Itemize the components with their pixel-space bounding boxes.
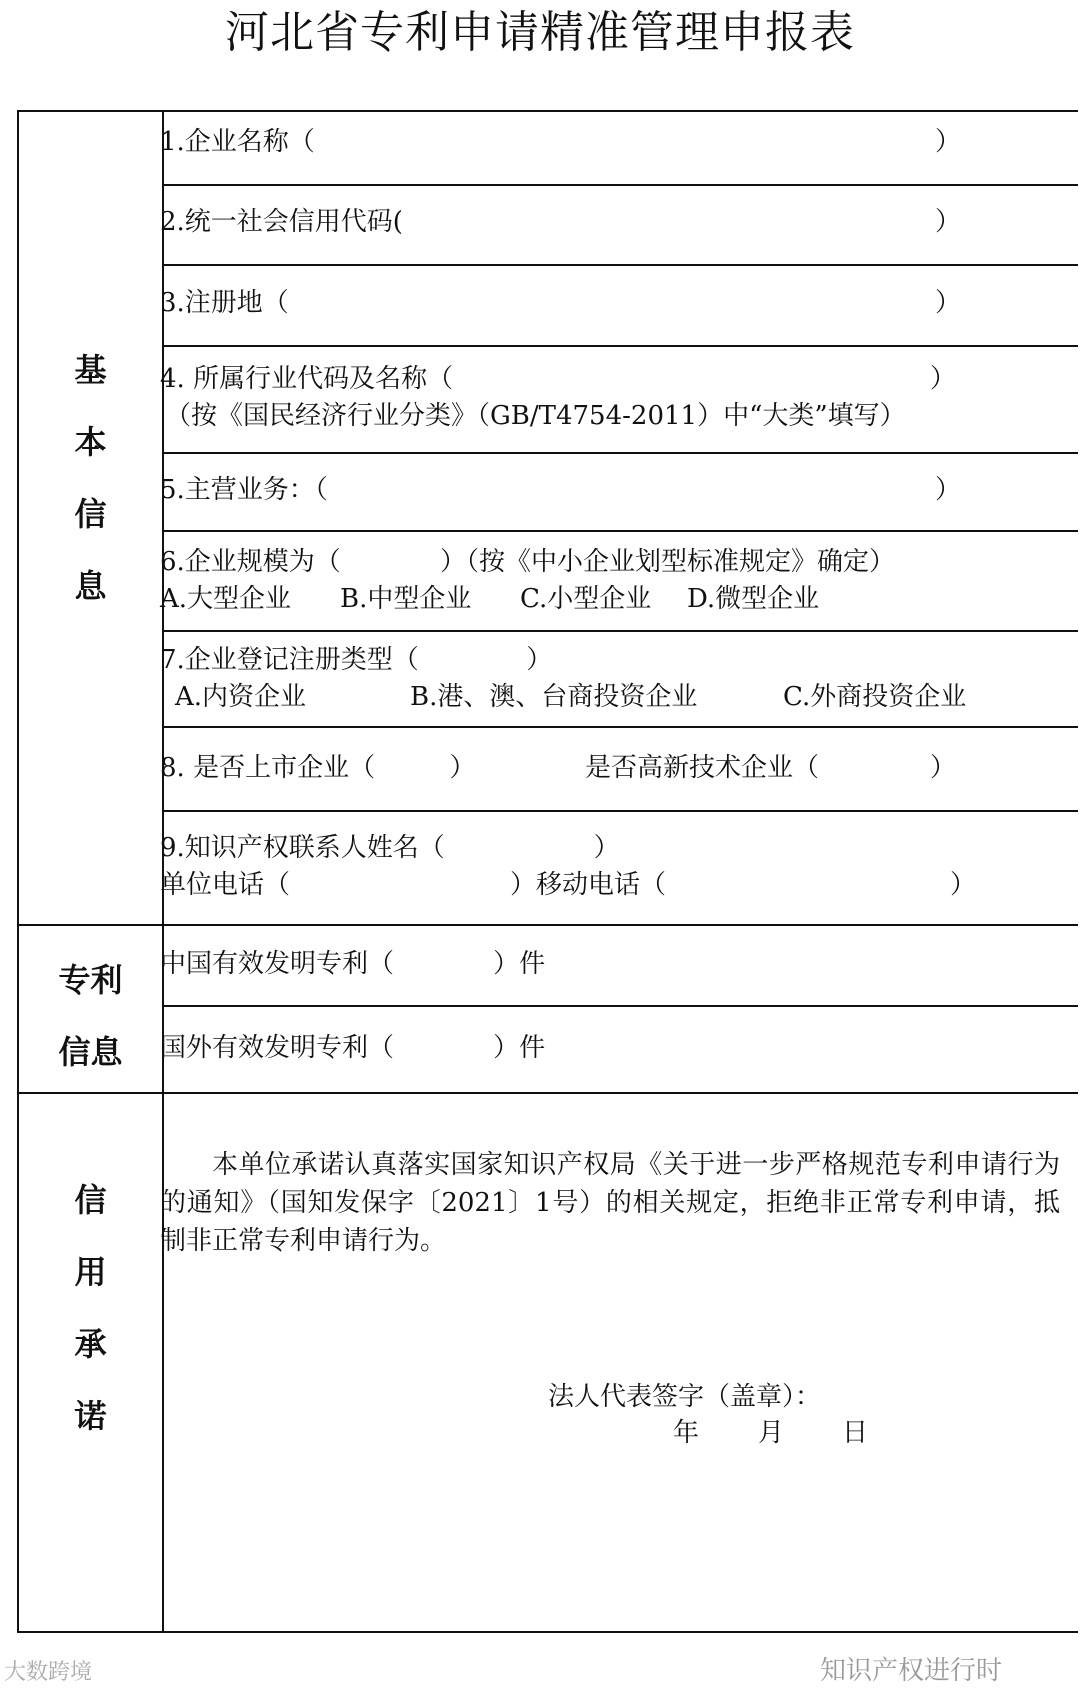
field-company-name: 1.企业名称（ <box>160 127 315 157</box>
field-mobile-phone-end: ） <box>950 870 977 900</box>
row-divider <box>162 1005 1078 1007</box>
watermark-left: 大数跨境 <box>4 1660 93 1685</box>
field-registered-address-end: ） <box>935 288 962 318</box>
section-label-patent: 专利 信息 <box>58 961 123 1071</box>
field-registered-address: 3.注册地（ <box>160 288 289 318</box>
section-label-basic: 基 本 信 息 <box>74 351 107 605</box>
watermark-right: 知识产权进行时 <box>820 1656 1003 1686</box>
row-divider <box>162 630 1078 632</box>
reg-option-c: C.外商投资企业 <box>783 682 967 712</box>
row-divider <box>162 345 1078 347</box>
field-company-name-end: ） <box>935 127 962 157</box>
reg-option-a: A.内资企业 <box>175 682 307 712</box>
scale-option-d: D.微型企业 <box>687 584 820 614</box>
section-divider <box>19 1092 1078 1094</box>
page-title: 河北省专利申请精准管理申报表 <box>225 7 855 58</box>
field-high-tech-end: ） <box>930 753 957 783</box>
date-year: 年 <box>673 1418 700 1448</box>
pledge-text: 本单位承诺认真落实国家知识产权局《关于进一步严格规范专利申请行为的通知》（国知发保字〔2021〕1号）的相关规定，拒绝非正常专利申请，抵制非正常专利申请行为。 <box>160 1150 1060 1256</box>
field-credit-code-end: ） <box>935 207 962 237</box>
field-high-tech: 是否高新技术企业（ <box>585 753 820 783</box>
scale-option-c: C.小型企业 <box>520 584 652 614</box>
field-main-business-end: ） <box>935 475 962 505</box>
field-industry-code: 4. 所属行业代码及名称（ <box>160 364 454 394</box>
field-foreign-invention-patents: 国外有效发明专利（ ）件 <box>160 1033 546 1063</box>
field-credit-code: 2.统一社会信用代码( <box>160 207 403 237</box>
field-office-phone: 单位电话（ <box>160 870 291 900</box>
section-divider <box>19 924 1078 926</box>
row-divider <box>162 530 1078 532</box>
field-industry-note: （按《国民经济行业分类》（GB/T4754-2011）中“大类”填写） <box>165 401 906 431</box>
signature-label: 法人代表签字（盖章）： <box>548 1382 822 1412</box>
field-main-business: 5.主营业务：（ <box>160 475 328 505</box>
field-cn-invention-patents: 中国有效发明专利（ ）件 <box>160 949 546 979</box>
scale-option-a: A.大型企业 <box>160 584 292 614</box>
row-divider <box>162 452 1078 454</box>
field-mobile-phone: ）移动电话（ <box>510 870 667 900</box>
field-industry-code-end: ） <box>930 364 957 394</box>
scale-option-b: B.中型企业 <box>340 584 472 614</box>
row-divider <box>162 184 1078 186</box>
section-label-credit: 信 用 承 诺 <box>74 1181 107 1435</box>
date-day: 日 <box>842 1418 869 1448</box>
field-listed-company: 8. 是否上市企业（ ） <box>160 753 476 783</box>
row-divider <box>162 726 1078 728</box>
field-company-scale: 6.企业规模为（ ）（按《中小企业划型标准规定》确定） <box>160 547 895 577</box>
row-divider <box>162 810 1078 812</box>
reg-option-b: B.港、澳、台商投资企业 <box>410 682 698 712</box>
row-divider <box>162 264 1078 266</box>
field-registration-type: 7.企业登记注册类型（ ） <box>160 645 553 675</box>
date-month: 月 <box>758 1418 785 1448</box>
field-ip-contact: 9.知识产权联系人姓名（ ） <box>160 833 620 863</box>
